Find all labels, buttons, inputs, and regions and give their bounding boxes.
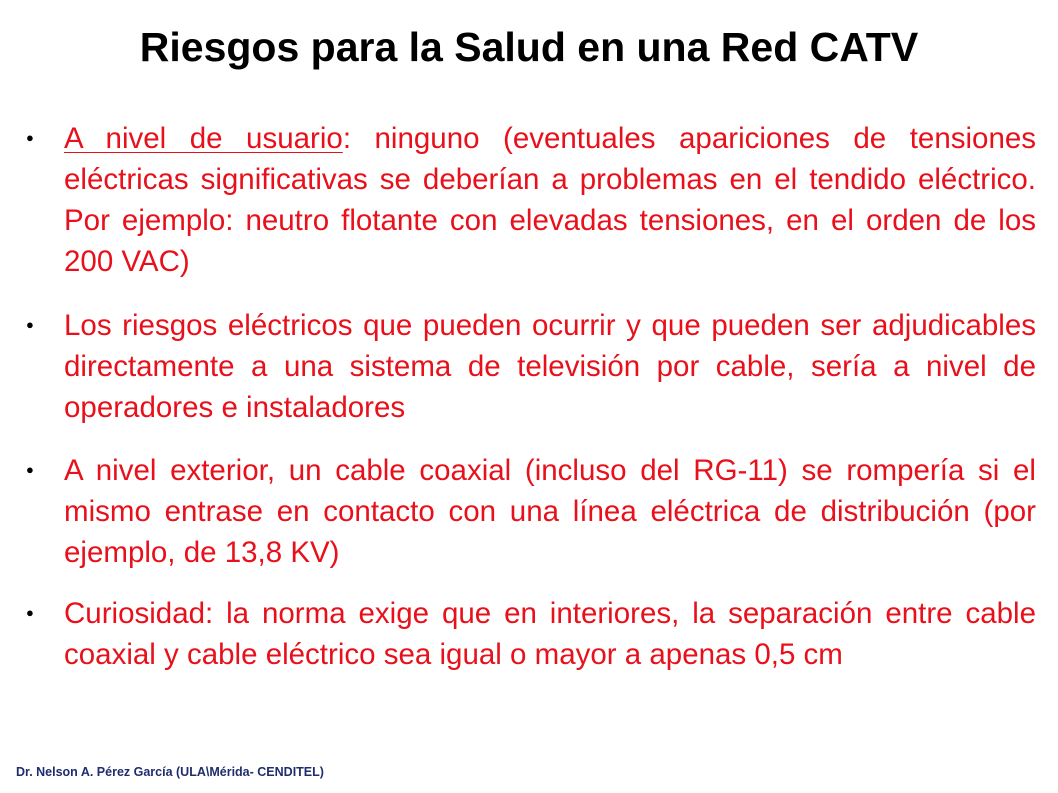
bullet-text: A nivel exterior, un cable coaxial (incluso del RG-11) se rompería si el mismo entrase en contacto con una línea eléctrica de distribución (por ejemplo, de 13,8 KV) bbox=[64, 454, 1036, 569]
bullet-list bbox=[26, 118, 1036, 698]
bullet-dot-icon: ● bbox=[26, 130, 34, 145]
bullet-text: Los riesgos eléctricos que pueden ocurrir y que pueden ser adjudicables directamente a una sistema de televisión por cable, sería a nivel de operadores e instaladores bbox=[64, 309, 1036, 424]
slide-title: Riesgos para la Salud en una Red CATV bbox=[139, 24, 919, 70]
bullet-lead-underlined: A nivel de usuario bbox=[64, 122, 343, 155]
bullet-dot-icon: ● bbox=[26, 605, 34, 620]
bullet-item-exterior-level bbox=[26, 450, 1036, 573]
bullet-item-user-level bbox=[26, 118, 1036, 282]
bullet-dot-icon: ● bbox=[26, 317, 34, 332]
bullet-text: Curiosidad: la norma exige que en interiores, la separación entre cable coaxial y cable eléctrico sea igual o mayor a apenas 0,5 cm bbox=[64, 597, 1036, 671]
bullet-item-electrical-risks bbox=[26, 305, 1036, 428]
bullet-text: : ninguno (eventuales apariciones de tensiones eléctricas significativas se deberían a problemas en el tendido eléctrico. Por ejemplo: neutro flotante con elevadas tensiones, en el orden de los 200 VAC) bbox=[64, 122, 1037, 278]
bullet-dot-icon: ● bbox=[26, 462, 34, 477]
bullet-item-curiosity bbox=[26, 593, 1036, 675]
footer-credit: Dr. Nelson A. Pérez García (ULA\Mérida- CENDITEL) bbox=[16, 765, 324, 779]
